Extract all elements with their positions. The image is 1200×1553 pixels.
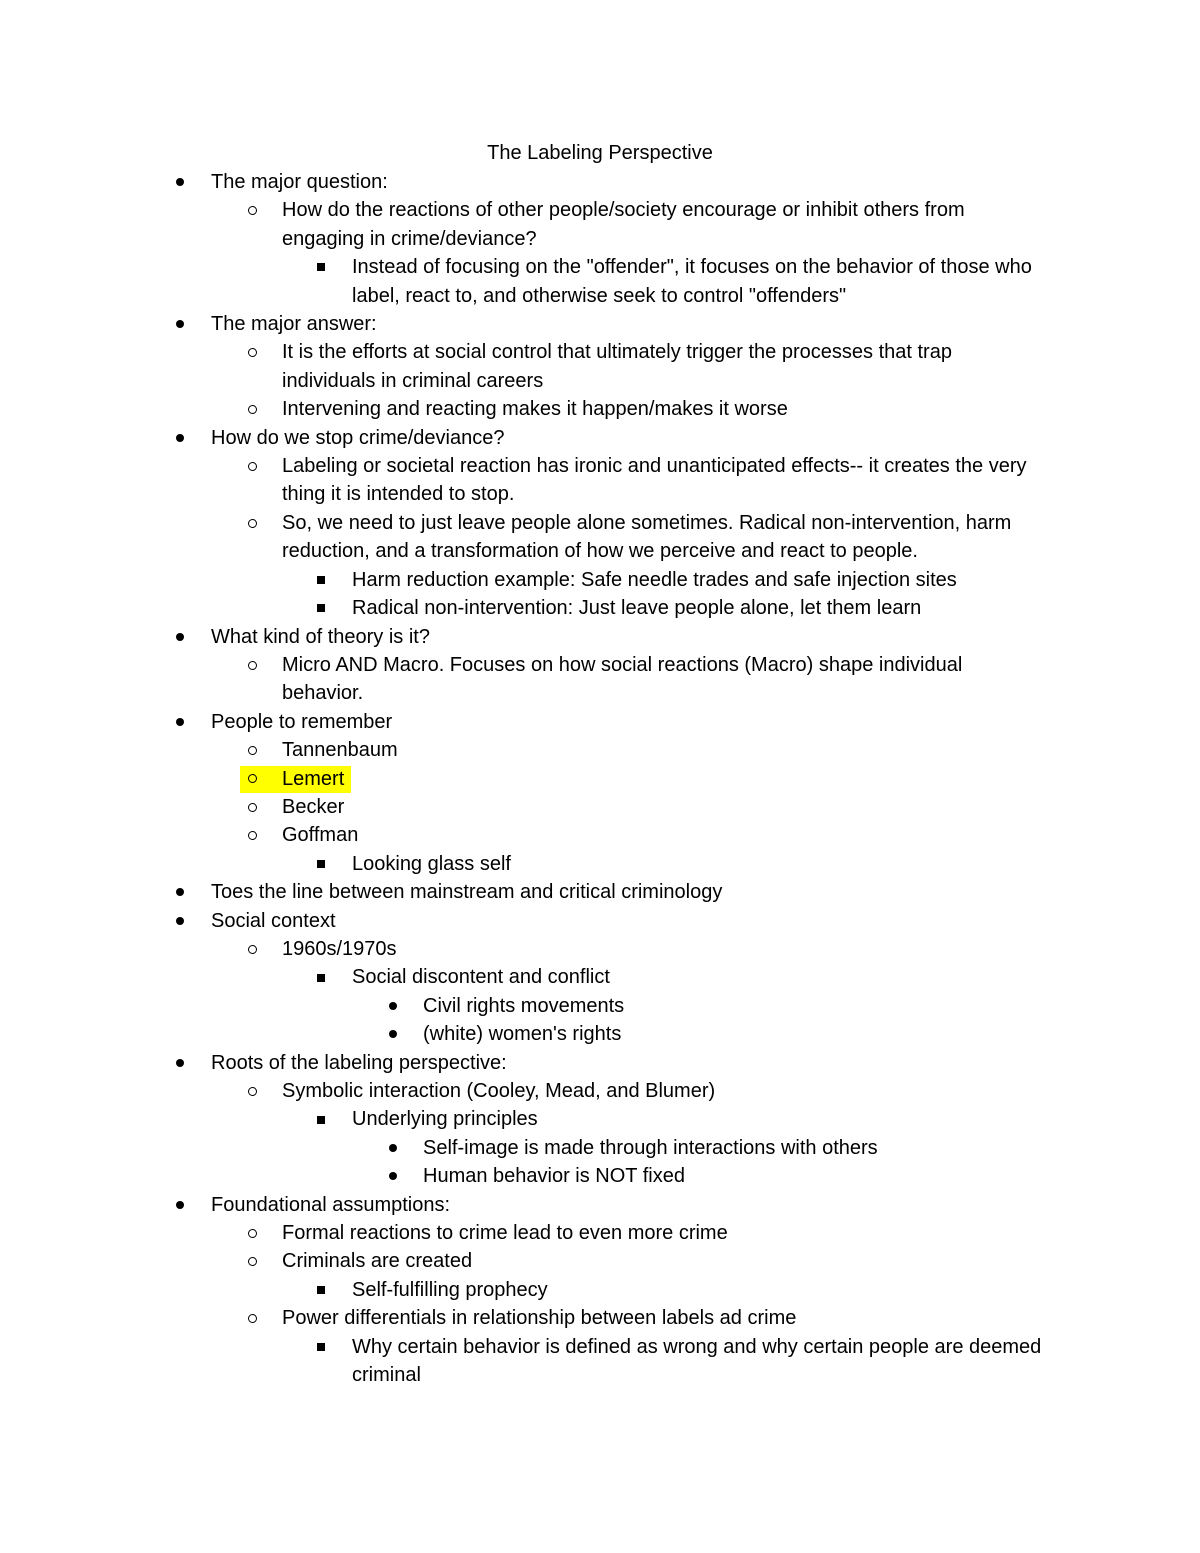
list-item-text: 1960s/1970s (282, 937, 397, 960)
circle-icon (243, 821, 261, 849)
list-item-text: Self-fulfilling prophecy (352, 1278, 548, 1301)
list-item-text: Civil rights movements (423, 994, 625, 1017)
square-icon (312, 850, 330, 878)
list-item-text: How do the reactions of other people/society encourage or inhibit others from engaging in crime/deviance? (282, 199, 965, 250)
list-item-text: Formal reactions to crime lead to even more crime (282, 1222, 728, 1245)
list-item-text: Roots of the labeling perspective: (211, 1051, 507, 1074)
circle-icon (243, 1304, 261, 1332)
disc-icon (171, 907, 189, 935)
list-item-text: Foundational assumptions: (211, 1193, 451, 1216)
list-item-text: The major answer: (211, 313, 377, 336)
square-icon (312, 1105, 330, 1133)
list-item-text: Symbolic interaction (Cooley, Mead, and Blumer) (282, 1080, 716, 1102)
list-item (282, 338, 1042, 395)
list-item-text: Criminals are created (282, 1250, 473, 1273)
disc-icon (171, 708, 189, 736)
circle-icon (243, 1077, 261, 1105)
disc-icon (171, 623, 189, 651)
list-item (282, 765, 1042, 793)
list-item-text: Instead of focusing on the "offender", it focuses on the behavior of those who label, react to, and otherwise seek to control "offenders" (352, 256, 1032, 307)
list-item (352, 1105, 1052, 1133)
circle-icon (243, 395, 261, 423)
list-item-text: What kind of theory is it? (211, 625, 430, 648)
disc-icon (171, 1191, 189, 1219)
list-item (423, 1162, 1043, 1190)
circle-icon (243, 1247, 261, 1275)
list-item-text: Social context (211, 909, 336, 932)
document-title: The Labeling Perspective (487, 142, 713, 164)
list-item-text: Radical non-intervention: Just leave people alone, let them learn (352, 597, 922, 620)
list-item (211, 878, 1041, 906)
list-item (282, 509, 1042, 566)
list-item-text: Becker (282, 795, 345, 818)
list-item (423, 1020, 1043, 1048)
list-item (211, 1049, 1041, 1077)
list-item (352, 594, 1052, 622)
square-icon (312, 963, 330, 991)
list-item (282, 1077, 1042, 1105)
list-item-text: Lemert (282, 767, 345, 790)
list-item (211, 310, 1041, 338)
list-item (282, 651, 1042, 708)
list-item (282, 1304, 1042, 1332)
circle-icon (243, 452, 261, 480)
list-item-text: People to remember (211, 710, 393, 733)
disc-icon (384, 1020, 402, 1048)
square-icon (312, 253, 330, 281)
list-item (352, 253, 1052, 310)
list-item-text: Power differentials in relationship between labels ad crime (282, 1307, 797, 1330)
disc-icon (384, 1134, 402, 1162)
circle-icon (243, 196, 261, 224)
list-item (352, 850, 1052, 878)
list-item (352, 1276, 1052, 1304)
list-item (352, 963, 1052, 991)
list-item (282, 821, 1042, 849)
disc-icon (171, 310, 189, 338)
list-item-text: (white) women's rights (423, 1023, 622, 1046)
outline-list (0, 168, 1200, 1389)
list-item (282, 736, 1042, 764)
list-item-text: Intervening and reacting makes it happen/makes it worse (282, 398, 788, 421)
list-item-text: Underlying principles (352, 1108, 538, 1131)
disc-icon (171, 168, 189, 196)
list-item (211, 424, 1041, 452)
list-item-text: Why certain behavior is defined as wrong and why certain people are deemed criminal (352, 1335, 1042, 1387)
list-item (423, 992, 1043, 1020)
list-item (211, 708, 1041, 736)
circle-icon (243, 935, 261, 963)
square-icon (312, 1333, 330, 1361)
list-item-text: Labeling or societal reaction has ironic and unanticipated effects-- it creates the very thing it is intended to stop. (282, 455, 1027, 506)
list-item-text: Human behavior is NOT fixed (423, 1165, 685, 1188)
circle-icon (243, 651, 261, 679)
list-item (282, 1219, 1042, 1247)
list-item-text: Self-image is made through interactions with others (423, 1136, 878, 1159)
circle-icon (243, 793, 261, 821)
list-item-text: Social discontent and conflict (352, 966, 610, 989)
list-item (211, 1191, 1041, 1219)
list-item-text: Looking glass self (352, 852, 511, 875)
list-item-text: Harm reduction example: Safe needle trades and safe injection sites (352, 568, 957, 591)
list-item-text: Tannenbaum (282, 739, 398, 762)
disc-icon (384, 1162, 402, 1190)
list-item (211, 168, 1041, 196)
list-item-text: How do we stop crime/deviance? (211, 426, 505, 449)
list-item (211, 623, 1041, 651)
list-item-text: So, we need to just leave people alone sometimes. Radical non-intervention, harm reduction, and a transformation of how we perceive and react to people. (282, 511, 1012, 563)
circle-icon (243, 765, 261, 793)
disc-icon (171, 878, 189, 906)
circle-icon (243, 1219, 261, 1247)
circle-icon (243, 338, 261, 366)
list-item (282, 1247, 1042, 1275)
square-icon (312, 594, 330, 622)
list-item-text: Toes the line between mainstream and critical criminology (211, 881, 723, 904)
list-item (282, 935, 1042, 963)
list-item (423, 1134, 1043, 1162)
list-item (282, 196, 1042, 253)
disc-icon (171, 424, 189, 452)
list-item-text: Goffman (282, 824, 359, 847)
circle-icon (243, 736, 261, 764)
list-item-text: The major question: (211, 171, 388, 193)
list-item (211, 907, 1041, 935)
list-item-text: It is the efforts at social control that ultimately trigger the processes that trap individuals in criminal careers (282, 341, 952, 392)
list-item (282, 452, 1042, 509)
list-item (352, 1333, 1052, 1390)
list-item-text: Micro AND Macro. Focuses on how social reactions (Macro) shape individual behavior. (282, 653, 963, 705)
list-item (352, 566, 1052, 594)
square-icon (312, 1276, 330, 1304)
circle-icon (243, 509, 261, 537)
disc-icon (171, 1049, 189, 1077)
list-item (282, 793, 1042, 821)
square-icon (312, 566, 330, 594)
list-item (282, 395, 1042, 423)
disc-icon (384, 992, 402, 1020)
